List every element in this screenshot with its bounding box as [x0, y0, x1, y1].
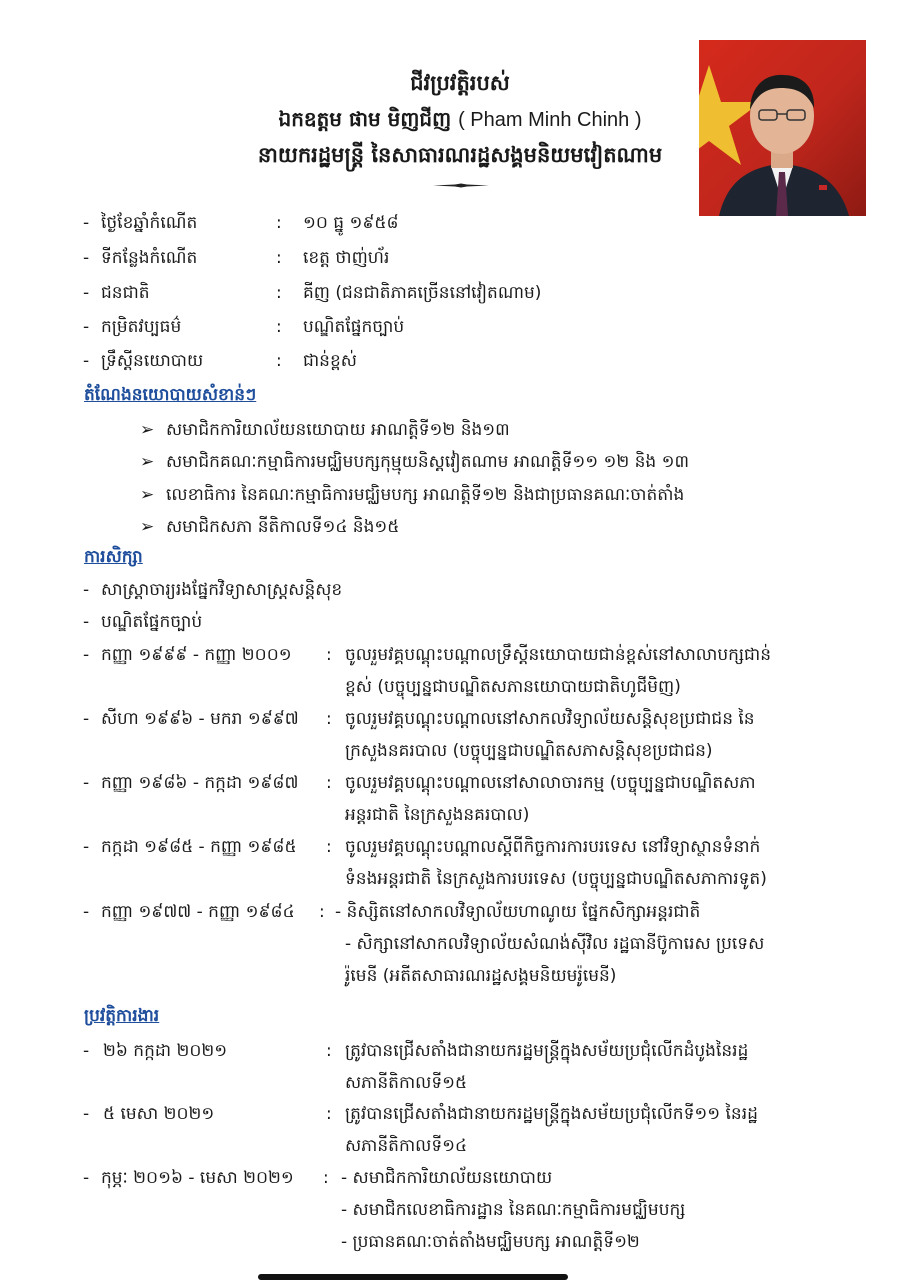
- doc-title: ជីវប្រវត្តិរបស់: [410, 71, 510, 95]
- subject-title: នាយករដ្ឋមន្ត្រី នៃសាធារណរដ្ឋសង្គមនិយមវៀតណាម: [257, 143, 663, 167]
- career-period: កុម្ភៈ ២០១៦ - មេសា ២០២១: [101, 1168, 294, 1188]
- portrait-photo: [699, 40, 866, 216]
- position-item: ➢ សមាជិកការិយាល័យនយោបាយ អាណត្តិទី១២ និង១៣: [140, 420, 510, 440]
- title-divider-ornament: [433, 183, 489, 188]
- subject-name-khmer: ឯកឧត្តម ផាម មិញជីញ: [278, 107, 452, 131]
- info-value: ជាន់ខ្ពស់: [303, 351, 357, 371]
- education-period: កញ្ញា ១៩៨៦ - កក្កដា ១៩៨៧: [101, 773, 299, 793]
- subject-name: [150, 106, 770, 133]
- subject-name-latin: ( Pham Minh Chinh ): [458, 109, 642, 131]
- info-label: កម្រិតវប្បធម៌: [101, 317, 182, 337]
- education-period: កញ្ញា ១៩៧៧ - កញ្ញា ១៩៨៤: [101, 902, 295, 922]
- section-heading-education: ការសិក្សា: [84, 547, 143, 567]
- info-value: គីញ (ជនជាតិភាគច្រើននៅវៀតណាម): [303, 283, 542, 303]
- arrow-bullet-icon: ➢: [140, 420, 155, 440]
- career-period: ៥ មេសា ២០២១: [103, 1104, 215, 1124]
- info-label: ថ្ងៃខែឆ្នាំកំណើត: [101, 213, 198, 233]
- education-period: សីហា ១៩៩៦ - មករា ១៩៩៧: [101, 709, 299, 729]
- arrow-bullet-icon: ➢: [140, 517, 155, 537]
- info-value: ខេត្ត ថាញ់ហ័រ: [303, 248, 390, 268]
- info-label: ទ្រឹស្តីនយោបាយ: [101, 351, 204, 371]
- career-period: ២៦ កក្កដា ២០២១: [103, 1041, 228, 1061]
- info-label: ជនជាតិ: [101, 283, 150, 303]
- section-heading-positions: តំណែងនយោបាយសំខាន់ៗ: [84, 385, 257, 405]
- position-item: ➢ លេខាធិការ នៃគណៈកម្មាធិការមជ្ឈិមបក្ស អាណត្តិទី១២ និងជាប្រធានគណៈចាត់តាំង: [140, 485, 685, 505]
- position-item: ➢ សមាជិកគណៈកម្មាធិការមជ្ឈិមបក្សកុម្មុយនិស្តវៀតណាម អាណត្តិទី១១ ១២ និង ១៣: [140, 452, 690, 472]
- position-item: ➢ សមាជិកសភា នីតិកាលទី១៤ និង១៥: [140, 517, 400, 537]
- section-heading-career: ប្រវត្តិការងារ: [84, 1006, 160, 1026]
- info-value: បណ្ឌិតផ្នែកច្បាប់: [303, 317, 405, 337]
- info-value: ១០ ធ្នូ ១៩៥៨: [303, 213, 399, 233]
- arrow-bullet-icon: ➢: [140, 485, 155, 505]
- home-indicator-bar[interactable]: [258, 1274, 568, 1280]
- arrow-bullet-icon: ➢: [140, 452, 155, 472]
- education-period: កញ្ញា ១៩៩៩ - កញ្ញា ២០០១: [101, 645, 292, 665]
- education-period: កក្កដា ១៩៨៥ - កញ្ញា ១៩៨៥: [101, 837, 297, 857]
- info-label: ទីកន្លែងកំណើត: [101, 248, 198, 268]
